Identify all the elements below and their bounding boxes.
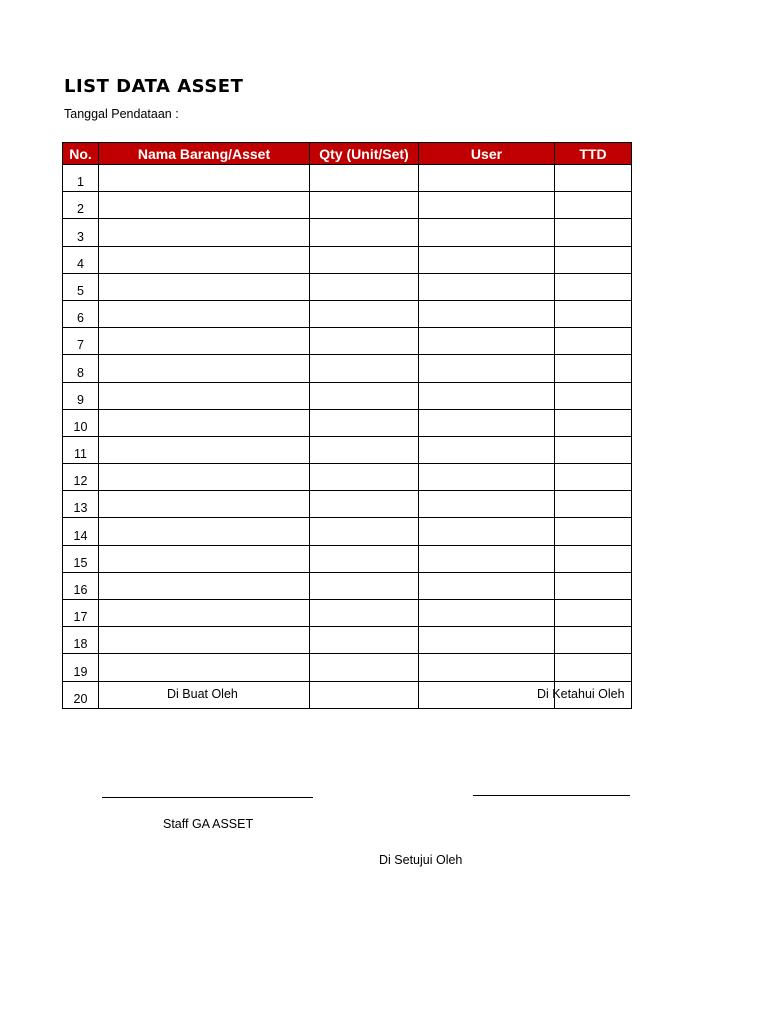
asset-table xyxy=(62,142,632,709)
table-row xyxy=(63,436,632,463)
table-row xyxy=(63,572,632,599)
staff-title-label: Staff GA ASSET xyxy=(163,817,254,831)
made-by-signature-line xyxy=(102,797,313,798)
table-row xyxy=(63,165,632,192)
user-cell[interactable] xyxy=(419,572,555,599)
user-cell[interactable] xyxy=(419,600,555,627)
user-cell[interactable] xyxy=(419,491,555,518)
signature-cell[interactable] xyxy=(555,600,632,627)
table-body xyxy=(63,165,632,709)
signature-cell[interactable] xyxy=(555,192,632,219)
table-row xyxy=(63,491,632,518)
row-number: 11 xyxy=(63,436,99,463)
user-cell[interactable] xyxy=(419,382,555,409)
item-name-cell[interactable] xyxy=(99,355,310,382)
table-row xyxy=(63,464,632,491)
table-row xyxy=(63,382,632,409)
item-name-cell[interactable] xyxy=(99,328,310,355)
signature-cell[interactable] xyxy=(555,219,632,246)
item-name-cell[interactable] xyxy=(99,192,310,219)
item-name-cell[interactable] xyxy=(99,246,310,273)
qty-cell[interactable] xyxy=(310,355,419,382)
user-cell[interactable] xyxy=(419,192,555,219)
signature-cell[interactable] xyxy=(555,300,632,327)
user-cell[interactable] xyxy=(419,300,555,327)
item-name-cell[interactable] xyxy=(99,627,310,654)
row-number: 12 xyxy=(63,464,99,491)
user-cell[interactable] xyxy=(419,464,555,491)
user-cell[interactable] xyxy=(419,273,555,300)
table-row xyxy=(63,192,632,219)
qty-cell[interactable] xyxy=(310,246,419,273)
user-cell[interactable] xyxy=(419,545,555,572)
user-cell[interactable] xyxy=(419,165,555,192)
signature-cell[interactable] xyxy=(555,627,632,654)
column-header-user: User xyxy=(419,143,555,165)
signature-cell[interactable] xyxy=(555,436,632,463)
row-number: 20 xyxy=(63,681,99,708)
qty-cell[interactable] xyxy=(310,300,419,327)
qty-cell[interactable] xyxy=(310,572,419,599)
user-cell[interactable] xyxy=(419,627,555,654)
column-header-qty: Qty (Unit/Set) xyxy=(310,143,419,165)
table-row xyxy=(63,545,632,572)
signature-cell[interactable] xyxy=(555,572,632,599)
user-cell[interactable] xyxy=(419,246,555,273)
qty-cell[interactable] xyxy=(310,600,419,627)
row-number: 14 xyxy=(63,518,99,545)
qty-cell[interactable] xyxy=(310,518,419,545)
item-name-cell[interactable] xyxy=(99,654,310,681)
qty-cell[interactable] xyxy=(310,464,419,491)
item-name-cell[interactable] xyxy=(99,545,310,572)
qty-cell[interactable] xyxy=(310,436,419,463)
qty-cell[interactable] xyxy=(310,192,419,219)
signature-cell[interactable] xyxy=(555,654,632,681)
signature-cell[interactable] xyxy=(555,328,632,355)
item-name-cell[interactable] xyxy=(99,464,310,491)
row-number: 17 xyxy=(63,600,99,627)
row-number: 16 xyxy=(63,572,99,599)
item-name-cell[interactable] xyxy=(99,600,310,627)
row-number: 6 xyxy=(63,300,99,327)
table-header-row xyxy=(63,143,632,165)
qty-cell[interactable] xyxy=(310,491,419,518)
made-by-label: Di Buat Oleh xyxy=(167,687,238,701)
table-row xyxy=(63,273,632,300)
column-header-item-name: Nama Barang/Asset xyxy=(99,143,310,165)
signature-cell[interactable] xyxy=(555,246,632,273)
row-number: 13 xyxy=(63,491,99,518)
signature-cell[interactable] xyxy=(555,382,632,409)
qty-cell[interactable] xyxy=(310,681,419,708)
table-row xyxy=(63,355,632,382)
approved-by-label: Di Setujui Oleh xyxy=(379,853,463,867)
user-cell[interactable] xyxy=(419,219,555,246)
table-row xyxy=(63,600,632,627)
row-number: 15 xyxy=(63,545,99,572)
table-row xyxy=(63,654,632,681)
row-number: 3 xyxy=(63,219,99,246)
table-row xyxy=(63,219,632,246)
table-row xyxy=(63,246,632,273)
qty-cell[interactable] xyxy=(310,219,419,246)
item-name-cell[interactable] xyxy=(99,273,310,300)
row-number: 8 xyxy=(63,355,99,382)
item-name-cell[interactable] xyxy=(99,382,310,409)
item-name-cell[interactable] xyxy=(99,491,310,518)
table-row xyxy=(63,328,632,355)
item-name-cell[interactable] xyxy=(99,518,310,545)
item-name-cell[interactable] xyxy=(99,219,310,246)
known-by-label: Di Ketahui Oleh xyxy=(537,687,625,701)
item-name-cell[interactable] xyxy=(99,300,310,327)
table-row xyxy=(63,300,632,327)
user-cell[interactable] xyxy=(419,654,555,681)
qty-cell[interactable] xyxy=(310,409,419,436)
signature-cell[interactable] xyxy=(555,409,632,436)
row-number: 18 xyxy=(63,627,99,654)
item-name-cell[interactable] xyxy=(99,436,310,463)
table-row xyxy=(63,518,632,545)
signature-cell[interactable] xyxy=(555,273,632,300)
item-name-cell[interactable] xyxy=(99,572,310,599)
column-header-no: No. xyxy=(63,143,99,165)
row-number: 2 xyxy=(63,192,99,219)
item-name-cell[interactable] xyxy=(99,409,310,436)
row-number: 19 xyxy=(63,654,99,681)
row-number: 7 xyxy=(63,328,99,355)
qty-cell[interactable] xyxy=(310,273,419,300)
item-name-cell[interactable] xyxy=(99,165,310,192)
qty-cell[interactable] xyxy=(310,382,419,409)
user-cell[interactable] xyxy=(419,681,555,708)
user-cell[interactable] xyxy=(419,436,555,463)
qty-cell[interactable] xyxy=(310,627,419,654)
user-cell[interactable] xyxy=(419,409,555,436)
qty-cell[interactable] xyxy=(310,165,419,192)
table-row xyxy=(63,627,632,654)
qty-cell[interactable] xyxy=(310,654,419,681)
date-label: Tanggal Pendataan : xyxy=(64,107,179,121)
row-number: 1 xyxy=(63,165,99,192)
table-row xyxy=(63,409,632,436)
user-cell[interactable] xyxy=(419,355,555,382)
known-by-signature-line xyxy=(473,795,630,796)
signature-cell[interactable] xyxy=(555,518,632,545)
signature-cell[interactable] xyxy=(555,355,632,382)
column-header-signature: TTD xyxy=(555,143,632,165)
row-number: 9 xyxy=(63,382,99,409)
qty-cell[interactable] xyxy=(310,328,419,355)
signature-cell[interactable] xyxy=(555,464,632,491)
row-number: 5 xyxy=(63,273,99,300)
user-cell[interactable] xyxy=(419,328,555,355)
document-title: LIST DATA ASSET xyxy=(64,76,244,97)
user-cell[interactable] xyxy=(419,518,555,545)
row-number: 10 xyxy=(63,409,99,436)
row-number: 4 xyxy=(63,246,99,273)
qty-cell[interactable] xyxy=(310,545,419,572)
signature-cell[interactable] xyxy=(555,165,632,192)
signature-cell[interactable] xyxy=(555,545,632,572)
signature-cell[interactable] xyxy=(555,491,632,518)
